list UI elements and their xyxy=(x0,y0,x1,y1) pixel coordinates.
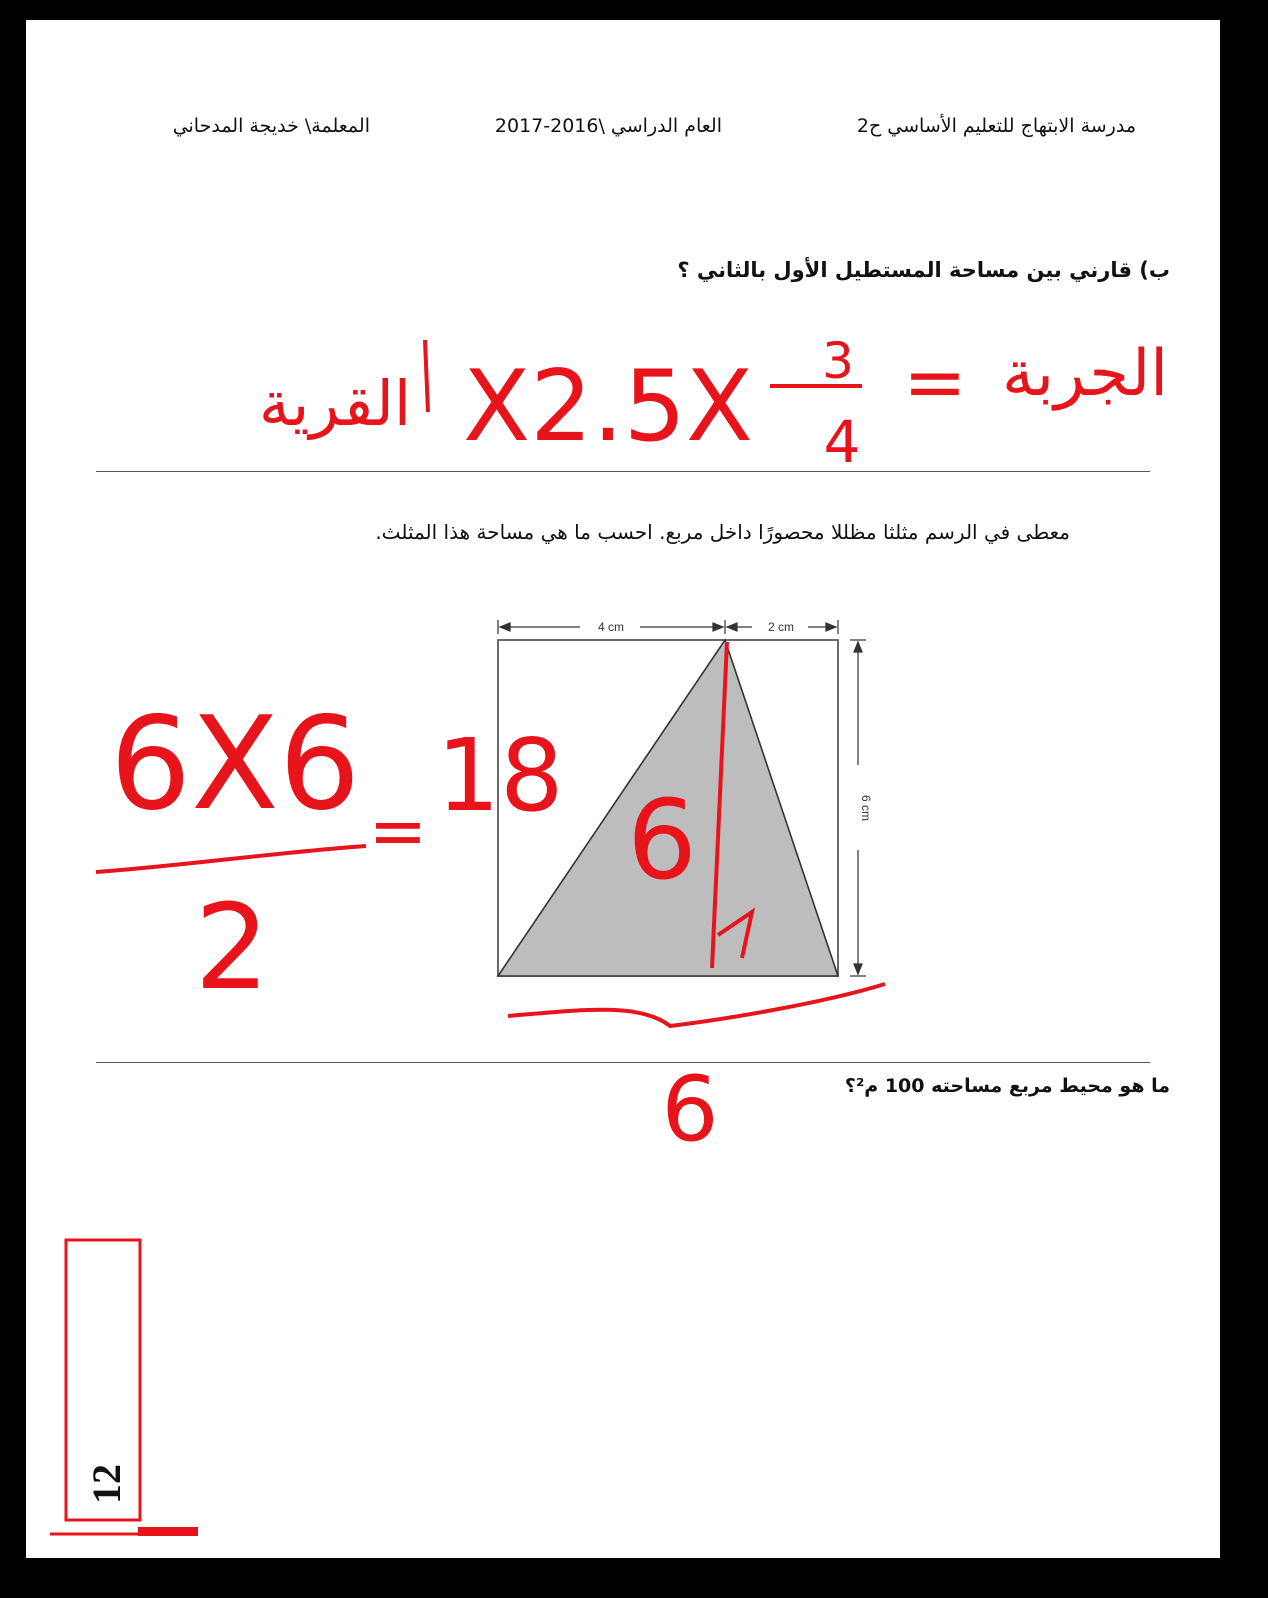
handwriting-calculation xyxy=(96,690,564,1016)
academic-year: العام الدراسي \2016-2017 xyxy=(494,115,722,137)
page-number: 12 xyxy=(84,1464,129,1504)
handwriting-line-1 xyxy=(259,332,1168,476)
hw-base-mark: 6 xyxy=(661,1057,719,1162)
dim-label-4cm: 4 cm xyxy=(597,620,625,634)
hw-frac-den: 4 xyxy=(823,408,861,476)
hw-word-right: الجربة xyxy=(1001,337,1169,411)
dim-label-6cm: 6 cm xyxy=(859,794,873,822)
hw-calc-num: 6X6 xyxy=(109,690,361,839)
teacher-name: المعلمة\ خديجة المدحاني xyxy=(172,115,370,137)
hw-calc-eq: = xyxy=(368,790,428,872)
dim-label-2cm: 2 cm xyxy=(767,620,795,634)
base-annotation xyxy=(508,984,885,1162)
page-number-box xyxy=(50,1240,198,1536)
hw-word-left: القرية xyxy=(258,367,412,440)
hw-expression: X2.5X xyxy=(462,350,754,464)
hw-frac-num: 3 xyxy=(822,332,854,390)
hw-calc-den: 2 xyxy=(194,878,270,1016)
question-square-perimeter: ما هو محيط مربع مساحته 100 م²؟ xyxy=(844,1075,1170,1097)
hw-height-mark: 6 xyxy=(627,776,697,904)
question-b: ب) قارني بين مساحة المستطيل الأول بالثاني ؟ xyxy=(677,258,1170,282)
school-name: مدرسة الابتهاج للتعليم الأساسي ح2 xyxy=(856,115,1136,137)
question-triangle: معطى في الرسم مثلثا مظللا محصورًا داخل مربع. احسب ما هي مساحة هذا المثلث. xyxy=(375,520,1070,544)
hw-equals: = xyxy=(903,337,967,426)
hw-calc-result: 18 xyxy=(436,717,564,834)
